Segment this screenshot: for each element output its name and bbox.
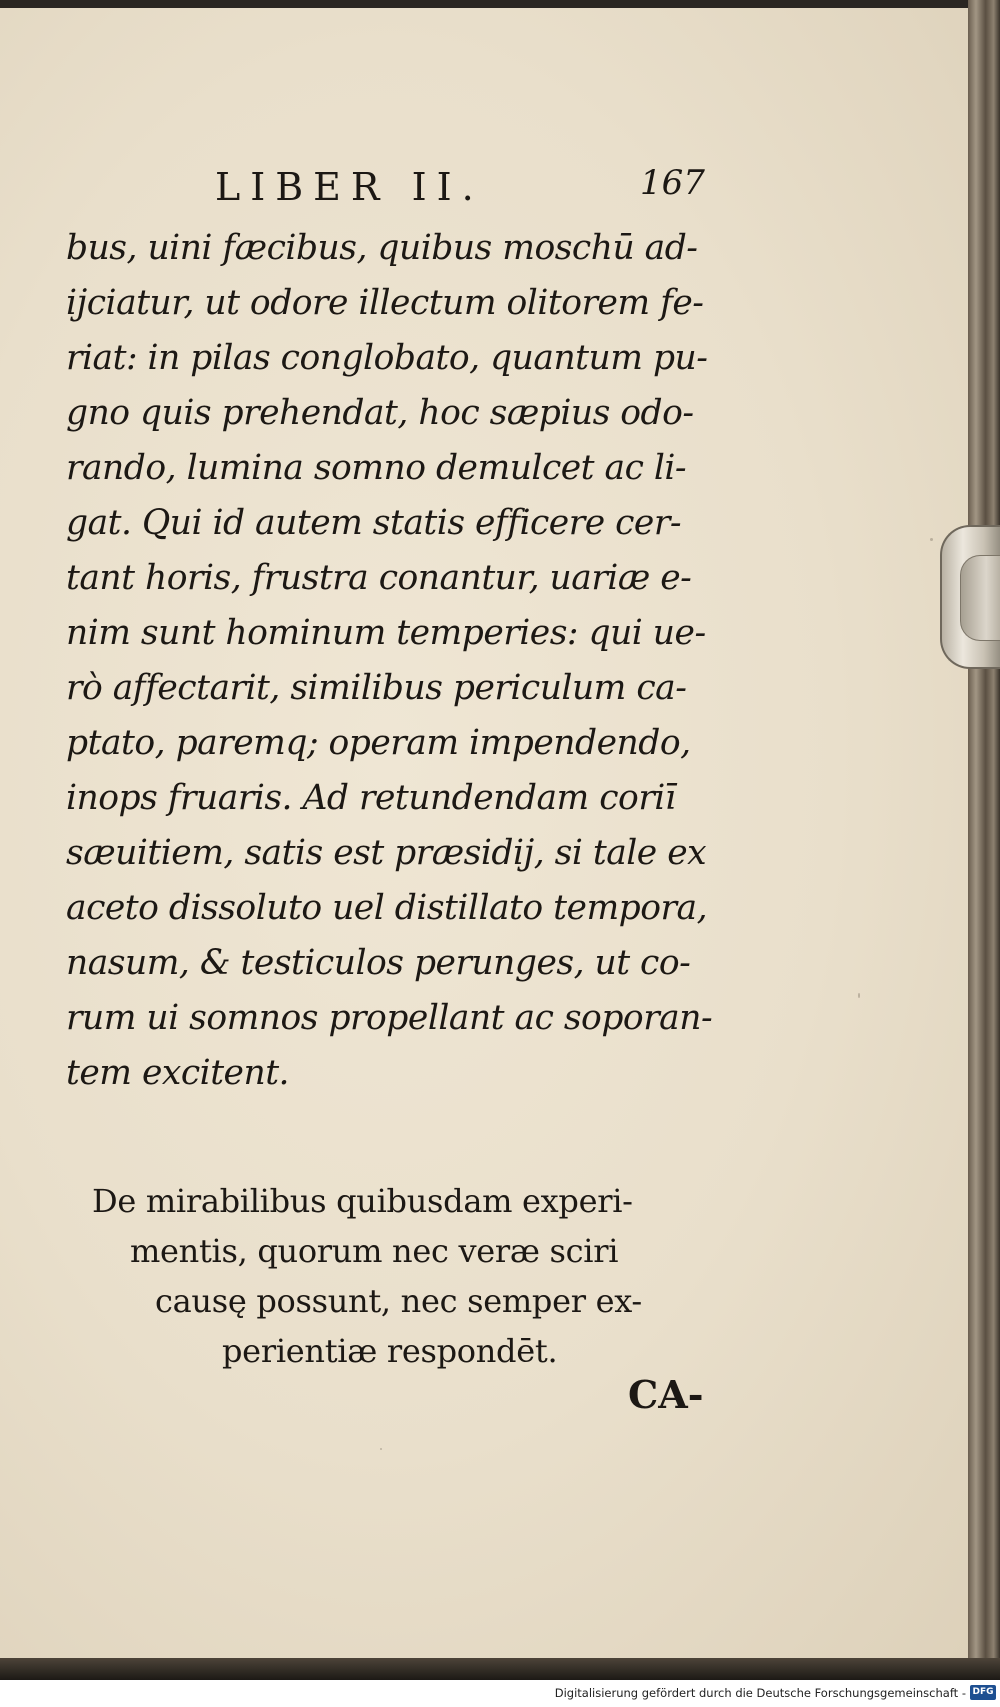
text-line: nim sunt hominum temperies: qui ue- <box>66 613 706 653</box>
text-line: tant horis, frustra conantur, uariæ e- <box>66 558 692 598</box>
funding-credit: Digitalisierung gefördert durch die Deutsche Forschungsgemeinschaft - <box>554 1686 966 1700</box>
text-line: rò affectarit, similibus periculum ca- <box>66 668 687 708</box>
heading-line: De mirabilibus quibusdam experi- <box>92 1182 633 1220</box>
book-bottom-edge <box>0 1658 1000 1680</box>
page-clip-inner <box>960 555 1000 641</box>
book-fore-edge <box>968 0 1000 1660</box>
text-line: aceto dissoluto uel distillato tempora, <box>66 888 708 928</box>
heading-line: perientiæ respondēt. <box>222 1332 558 1370</box>
page-number: 167 <box>640 163 705 203</box>
text-line: ijciatur, ut odore illectum olitorem fe- <box>66 283 704 323</box>
page-clip <box>940 525 1000 669</box>
paper-speck <box>380 1448 382 1450</box>
text-line: riat: in pilas conglobato, quantum pu- <box>66 338 708 378</box>
paper-speck <box>858 993 860 998</box>
catchword: CA- <box>628 1372 704 1417</box>
text-line: rum ui somnos propellant ac soporan- <box>66 998 713 1038</box>
running-header <box>215 165 735 215</box>
text-line: ptato, paremq; operam impendendo, <box>66 723 691 763</box>
text-line: gno quis prehendat, hoc sæpius odo- <box>66 393 694 433</box>
text-line: nasum, & testiculos perunges, ut co- <box>66 943 691 983</box>
dfg-logo: DFG <box>970 1685 996 1700</box>
text-line: inops fruaris. Ad retundendam coriī <box>66 778 676 818</box>
text-line: sæuitiem, satis est præsidij, si tale ex <box>66 833 707 873</box>
heading-line: causę possunt, nec semper ex- <box>155 1282 642 1320</box>
paper-speck <box>930 538 933 541</box>
text-line: tem excitent. <box>66 1053 290 1093</box>
footer-bar <box>0 1680 1000 1707</box>
text-line: rando, lumina somno demulcet ac li- <box>66 448 687 488</box>
text-line: gat. Qui id autem statis efficere cer- <box>66 503 681 543</box>
text-line: bus, uini fæcibus, quibus moschū ad- <box>66 228 698 268</box>
heading-line: mentis, quorum nec veræ sciri <box>130 1232 619 1270</box>
running-title: LIBER II. <box>215 165 484 209</box>
